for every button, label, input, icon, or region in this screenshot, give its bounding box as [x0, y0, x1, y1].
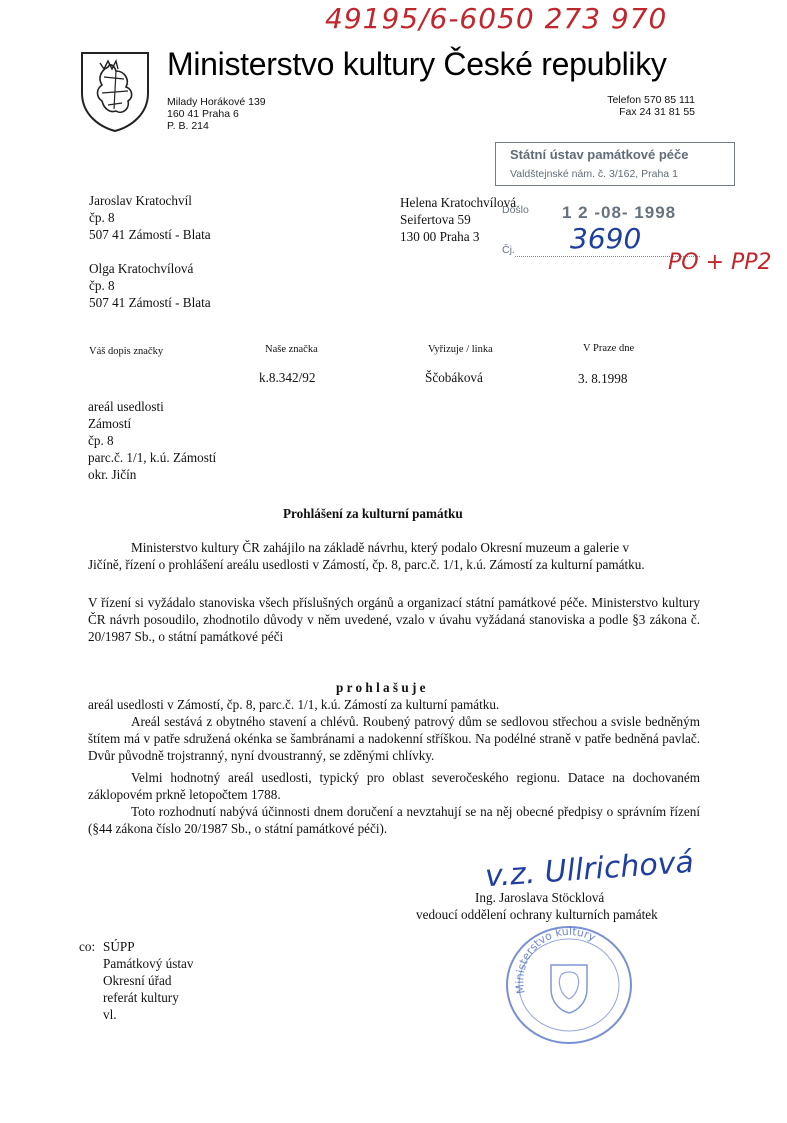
- recipient-city: 507 41 Zámostí - Blata: [89, 227, 211, 242]
- ref-date: 3. 8.1998: [578, 371, 628, 386]
- fax-number: Fax 24 31 81 55: [619, 106, 695, 118]
- ref-label-handled-by: Vyřizuje / linka: [428, 344, 493, 355]
- paragraph-1-first-line: Ministerstvo kultury ČR zahájilo na základě návrhu, který podalo Okresní muzeum a galerie v: [131, 540, 630, 555]
- subject-line: areál usedlosti: [88, 399, 164, 414]
- cc-item: vl.: [103, 1007, 117, 1022]
- signatory-name: Ing. Jaroslava Stöcklová: [475, 890, 605, 905]
- subject-line: okr. Jičín: [88, 467, 137, 482]
- cc-item: referát kultury: [103, 990, 179, 1005]
- cc-label: co:: [79, 939, 96, 954]
- recipient-block-2: [89, 260, 211, 311]
- recipient-block-1: [89, 192, 211, 243]
- recipient-city: 130 00 Praha 3: [400, 229, 480, 244]
- subject-block: [88, 398, 216, 483]
- address-line: P. B. 214: [167, 120, 209, 132]
- paragraph-1-rest: Jičíně, řízení o prohlášení areálu usedlosti v Zámostí, čp. 8, parc.č. 1/1, k.ú. Zámostí za kulturní památku.: [88, 557, 645, 572]
- declaration-word: p r o h l a š u j e: [336, 680, 426, 695]
- cc-list: [103, 938, 193, 1023]
- paragraph-2: V řízení si vyžádalo stanoviska všech příslušných orgánů a organizací státní památkové péče. Ministerstvo kultury ČR návrh posoudilo, zhodnotilo důvody v něm uvedené, vzalo v úvahu vyžádaná stanoviska a podle §3 zákona č. 20/1987 Sb., o státní památkové péči: [88, 595, 700, 644]
- paragraph-5: Toto rozhodnutí nabývá účinnosti dnem doručení a nevztahují se na něj obecné předpisy o správním řízení (§44 zákona číslo 20/1987 Sb., o státní památkové péči).: [88, 804, 700, 836]
- stamp-doslo-label: Došlo: [502, 204, 529, 216]
- ministry-title: Ministerstvo kultury České republiky: [167, 46, 667, 82]
- ref-our-mark: k.8.342/92: [259, 370, 316, 385]
- ref-handled-by: Ščobáková: [425, 370, 483, 385]
- receipt-stamp: [495, 142, 735, 186]
- stamp-institution: Státní ústav památkové péče: [510, 147, 689, 162]
- stamp-cj-label: Čj.: [502, 244, 515, 256]
- phone-number: Telefon 570 85 111: [607, 94, 695, 106]
- subject-line: Zámostí: [88, 416, 132, 431]
- subject-line: čp. 8: [88, 433, 114, 448]
- ref-label-your-letter: Váš dopis značky: [89, 346, 164, 357]
- address-line: 160 41 Praha 6: [167, 108, 239, 120]
- paragraph-3: Areál sestává z obytného stavení a chlévů. Roubený patrový dům se sedlovou střechou a svisle bedněným štítem má v patře sdružená okénka se šambránami a nadokenní stříškou. Na podélné straně v patře bedněná pavlač. Dvůr původně trojstranný, nyní dvoustranný, se zděnými chlívky.: [88, 714, 700, 763]
- ref-label-our-mark: Naše značka: [265, 344, 318, 355]
- ref-label-date: V Praze dne: [583, 343, 635, 354]
- address-line: Milady Horákové 139: [167, 96, 266, 108]
- recipient-street: Seifertova 59: [400, 212, 471, 227]
- recipient-street: čp. 8: [89, 278, 115, 293]
- cc-item: Okresní úřad: [103, 973, 172, 988]
- paragraph-4: Velmi hodnotný areál usedlosti, typický pro oblast severočeského regionu. Datace na dochovaném záklopovém prkně letopočtem 1788.: [88, 770, 700, 802]
- recipient-name: Jaroslav Kratochvíl: [89, 193, 192, 208]
- recipient-city: 507 41 Zámostí - Blata: [89, 295, 211, 310]
- stamp-address: Valdštejnské nám. č. 3/162, Praha 1: [510, 168, 678, 180]
- handwritten-signature: v.z. Ullrichová: [484, 844, 695, 895]
- recipient-name: Helena Kratochvílová: [400, 195, 517, 210]
- stamp-handnote: PO + PP2: [668, 250, 772, 275]
- stamp-date: 1 2 -08- 1998: [562, 203, 677, 222]
- cc-item: SÚPP: [103, 939, 135, 954]
- document-heading: Prohlášení za kulturní památku: [283, 506, 463, 521]
- official-round-stamp: [503, 923, 635, 1047]
- declaration-line: areál usedlosti v Zámostí, čp. 8, parc.č. 1/1, k.ú. Zámostí za kulturní památku.: [88, 697, 500, 712]
- stamp-cj-number: 3690: [570, 222, 642, 255]
- recipient-block-3: [400, 194, 516, 245]
- recipient-name: Olga Kratochvílová: [89, 261, 194, 276]
- signatory-position: vedoucí oddělení ochrany kulturních památek: [416, 907, 658, 922]
- cc-item: Památkový ústav: [103, 956, 194, 971]
- ministry-address: [167, 96, 266, 132]
- coat-of-arms-logo: [78, 49, 152, 133]
- recipient-street: čp. 8: [89, 210, 115, 225]
- ministry-contact: [607, 94, 695, 118]
- svg-text:Ministerstvo kultury: [513, 925, 598, 995]
- subject-line: parc.č. 1/1, k.ú. Zámostí: [88, 450, 217, 465]
- handwritten-reference-number: 49195/6-6050 273 970: [325, 2, 668, 35]
- round-stamp-text: Ministerstvo kultury: [513, 924, 598, 995]
